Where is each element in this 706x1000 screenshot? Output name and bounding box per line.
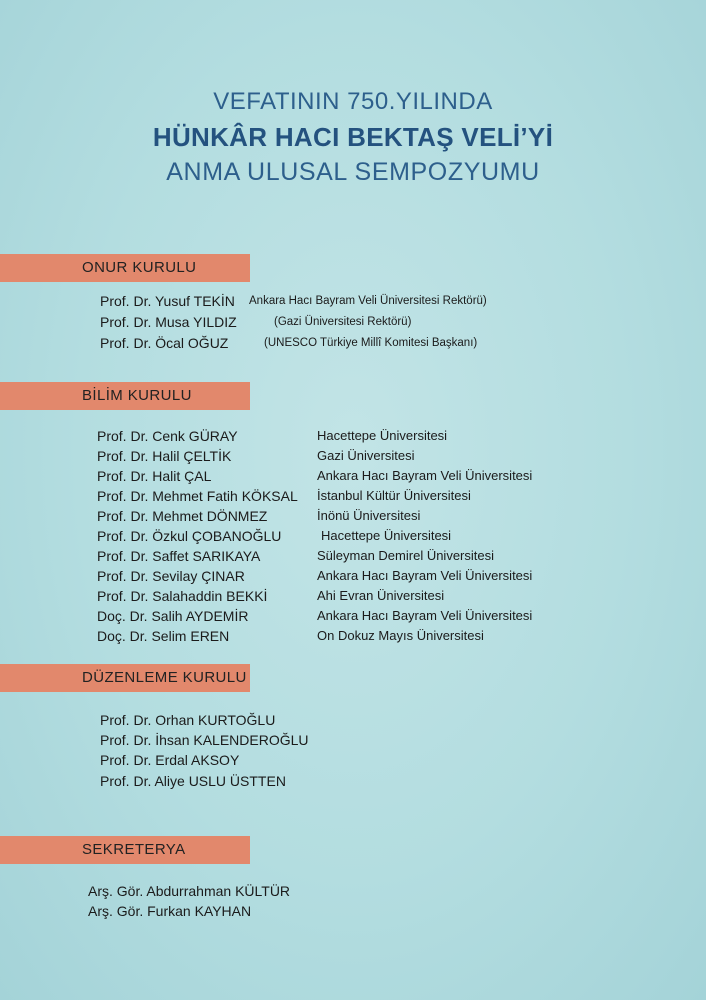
member-name: Prof. Dr. Mehmet Fatih KÖKSAL	[97, 488, 298, 504]
header-line-3: ANMA ULUSAL SEMPOZYUMU	[166, 158, 540, 186]
member-name: Prof. Dr. Cenk GÜRAY	[97, 428, 238, 444]
member-institution: Ankara Hacı Bayram Veli Üniversitesi	[317, 568, 533, 583]
section-bilim-title: BİLİM KURULU	[0, 382, 250, 410]
member-name: Prof. Dr. Orhan KURTOĞLU	[100, 712, 276, 728]
member-name: Prof. Dr. Halil ÇELTİK	[97, 448, 232, 464]
member-name: Arş. Gör. Furkan KAYHAN	[88, 903, 252, 919]
member-name: Prof. Dr. Saffet SARIKAYA	[97, 548, 261, 564]
member-institution: (UNESCO Türkiye Millî Komitesi Başkanı)	[264, 337, 478, 349]
member-name: Prof. Dr. Sevilay ÇINAR	[97, 568, 245, 584]
member-institution: Ankara Hacı Bayram Veli Üniversitesi Rektörü)	[249, 295, 487, 307]
member-institution: (Gazi Üniversitesi Rektörü)	[274, 316, 412, 328]
member-name: Prof. Dr. İhsan KALENDEROĞLU	[100, 732, 309, 748]
member-institution: Ankara Hacı Bayram Veli Üniversitesi	[317, 468, 533, 483]
member-name: Prof. Dr. Mehmet DÖNMEZ	[97, 508, 268, 524]
member-name: Prof. Dr. Aliye USLU ÜSTTEN	[100, 773, 286, 789]
member-name: Arş. Gör. Abdurrahman KÜLTÜR	[88, 883, 291, 899]
member-institution: İnönü Üniversitesi	[317, 508, 421, 523]
member-name: Prof. Dr. Salahaddin BEKKİ	[97, 588, 268, 604]
header-line-2: HÜNKÂR HACI BEKTAŞ VELİ’Yİ	[152, 122, 554, 152]
member-name: Prof. Dr. Musa YILDIZ	[100, 314, 237, 330]
section-sekreterya-title: SEKRETERYA	[0, 836, 250, 864]
member-institution: On Dokuz Mayıs Üniversitesi	[317, 628, 484, 643]
member-institution: Ankara Hacı Bayram Veli Üniversitesi	[317, 608, 533, 623]
member-name: Prof. Dr. Yusuf TEKİN	[100, 293, 235, 309]
member-institution: İstanbul Kültür Üniversitesi	[317, 488, 471, 503]
member-institution: Hacettepe Üniversitesi	[321, 528, 452, 543]
section-onur-title: ONUR KURULU	[0, 254, 250, 282]
section-duzenleme-title: DÜZENLEME KURULU	[0, 664, 250, 692]
member-name: Prof. Dr. Erdal AKSOY	[100, 752, 240, 768]
member-name: Prof. Dr. Halit ÇAL	[97, 468, 212, 484]
member-institution: Ahi Evran Üniversitesi	[317, 588, 445, 603]
member-name: Prof. Dr. Özkul ÇOBANOĞLU	[97, 528, 282, 544]
member-institution: Süleyman Demirel Üniversitesi	[317, 548, 494, 563]
member-name: Prof. Dr. Öcal OĞUZ	[100, 335, 229, 351]
member-name: Doç. Dr. Salih AYDEMİR	[97, 608, 249, 624]
header-line-1: VEFATININ 750.YILINDA	[213, 88, 493, 115]
member-institution: Hacettepe Üniversitesi	[317, 428, 448, 443]
member-name: Doç. Dr. Selim EREN	[97, 628, 230, 644]
member-institution: Gazi Üniversitesi	[317, 448, 415, 463]
